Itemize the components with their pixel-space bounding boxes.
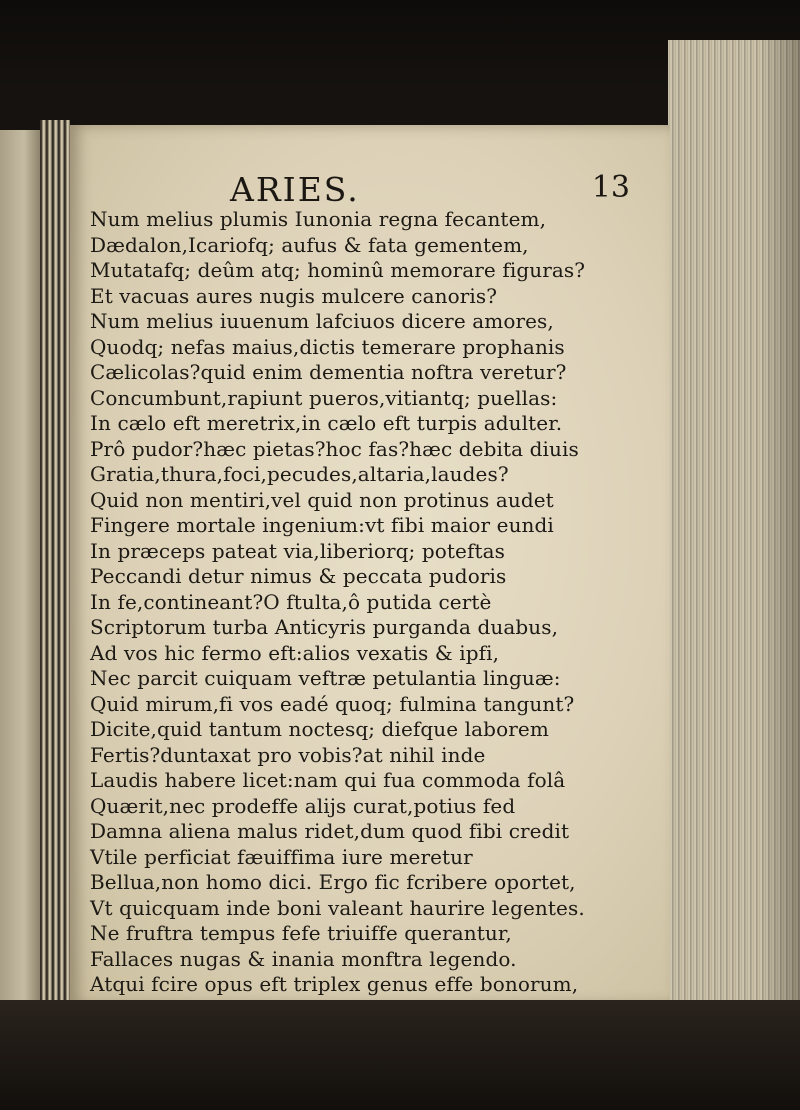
verse-line: Num melius plumis Iunonia regna fecantem, bbox=[90, 207, 547, 231]
verse-line: Vt quicquam inde boni valeant haurire legentes. bbox=[90, 895, 585, 920]
verse-line: Fertis?duntaxat pro vobis?at nihil inde bbox=[90, 742, 486, 767]
verse-line: Scriptorum turba Anticyris purganda duabus, bbox=[90, 615, 559, 639]
verse-line: Cælicolas?quid enim dementia noftra veretur? bbox=[90, 360, 567, 384]
verse-line: In fe,contineant?O ftulta,ô putida certè bbox=[90, 589, 492, 614]
verse-line: Atqui fcire opus eft triplex genus effe bonorum, bbox=[90, 972, 579, 996]
verse-line: Gratia,thura,foci,pecudes,altaria,laudes? bbox=[90, 462, 509, 486]
verse-line: Quærit,nec prodeffe alijs curat,potius fed bbox=[90, 793, 516, 818]
verse-line: In præceps pateat via,liberiorq; poteftas bbox=[90, 538, 505, 563]
verse-line: Dædalon,Icariofq; aufus & fata gementem, bbox=[90, 232, 529, 257]
verse-line: Ne fruftra tempus fefe triuiffe querantur, bbox=[90, 921, 512, 945]
right-edge-shadow bbox=[760, 40, 800, 1000]
verse-line: Vtile perficiat fæuiffima iure meretur bbox=[90, 844, 473, 869]
bottom-shadow bbox=[0, 1000, 800, 1110]
verse-line: Concumbunt,rapiunt pueros,vitiantq; puellas: bbox=[90, 385, 558, 410]
book-page bbox=[70, 125, 670, 1005]
page-header bbox=[230, 170, 650, 210]
verse-line: Fingere mortale ingenium:vt fibi maior eundi bbox=[90, 513, 554, 537]
verse-line: Dicite,quid tantum noctesq; diefque laborem bbox=[90, 717, 549, 741]
verse-line: Quodq; nefas maius,dictis temerare prophanis bbox=[90, 334, 565, 359]
verse-line: Damna aliena malus ridet,dum quod fibi credit bbox=[90, 819, 570, 843]
left-page-edges bbox=[40, 120, 70, 1000]
left-page-fragment bbox=[0, 130, 40, 1000]
verse-line: Peccandi detur nimus & peccata pudoris bbox=[90, 564, 507, 588]
verse-line: Mutatafq; deûm atq; hominû memorare figuras? bbox=[90, 258, 586, 282]
verse-line: Num melius iuuenum lafciuos dicere amores, bbox=[90, 309, 554, 333]
verse-text bbox=[90, 207, 668, 1023]
verse-line: Nec parcit cuiquam veftræ petulantia linguæ: bbox=[90, 666, 561, 690]
verse-line: Prô pudor?hæc pietas?hoc fas?hæc debita diuis bbox=[90, 436, 579, 461]
running-title: ARIES. bbox=[230, 170, 360, 209]
verse-line: Ad vos hic fermo eft:alios vexatis & ipfi, bbox=[90, 640, 500, 665]
verse-line: In cælo eft meretrix,in cælo eft turpis adulter. bbox=[90, 411, 563, 435]
verse-line: Et vacuas aures nugis mulcere canoris? bbox=[90, 283, 498, 308]
verse-line: Fallaces nugas & inania monftra legendo. bbox=[90, 946, 517, 971]
verse-line: Quid non mentiri,vel quid non protinus audet bbox=[90, 487, 554, 512]
verse-line: Bellua,non homo dici. Ergo fic fcribere oportet, bbox=[90, 870, 576, 894]
verse-line: Laudis habere licet:nam qui fua commoda folâ bbox=[90, 768, 566, 792]
verse-line: Quid mirum,fi vos eadé quoq; fulmina tangunt? bbox=[90, 691, 575, 716]
page-number: 13 bbox=[591, 170, 630, 205]
